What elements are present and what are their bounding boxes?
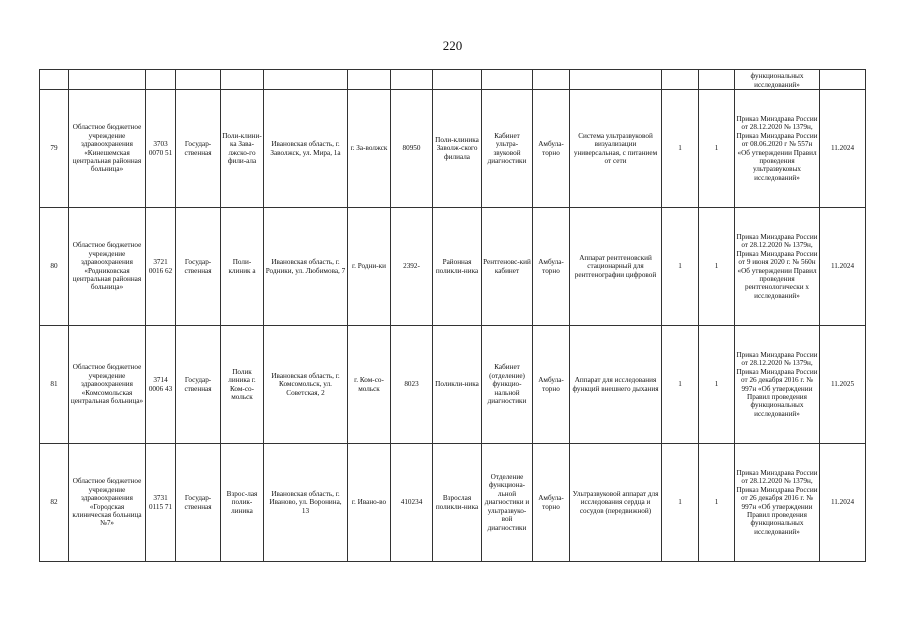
address-cell: Ивановская область, г. Иваново, ул. Воронина, 13 <box>264 444 348 562</box>
unit-cell: Поликли-ника <box>433 326 482 444</box>
row-number: 81 <box>40 326 69 444</box>
ownership-cell: Государ-ственная <box>176 208 221 326</box>
city-cell: г. Ивано-во <box>348 444 391 562</box>
unit-cell: Поли-клиника Заволж-ского филиала <box>433 90 482 208</box>
cabinet-cell: Отделение функциона-льной диагностики и ультразвуко-вой диагностики <box>482 444 533 562</box>
row-number: 80 <box>40 208 69 326</box>
subdivision-cell: Поли-клиник а <box>221 208 264 326</box>
date-cell: 11.2024 <box>820 444 866 562</box>
code-cell: 3721 0016 62 <box>146 208 176 326</box>
count-cell: 1 <box>662 326 699 444</box>
care-type-cell: Амбула-торно <box>533 208 570 326</box>
count-cell: 1 <box>662 90 699 208</box>
page-number: 220 <box>442 38 463 53</box>
date-cell: 11.2025 <box>820 326 866 444</box>
ownership-cell: Государ-ственная <box>176 444 221 562</box>
subdivision-cell: Полик линика г. Ком-со-мольск <box>221 326 264 444</box>
code-cell: 3714 0006 43 <box>146 326 176 444</box>
count-cell: 1 <box>699 208 735 326</box>
organization-cell: Областное бюджетное учреждение здравоохранения «Городская клиническая больница №7» <box>69 444 146 562</box>
code-cell: 3731 0115 71 <box>146 444 176 562</box>
count-cell: 1 <box>662 208 699 326</box>
row-number: 79 <box>40 90 69 208</box>
equipment-cell: Аппарат рентгеновский стационарный для рентгенографии цифровой <box>570 208 662 326</box>
address-cell: Ивановская область, г. Заволжск, ул. Мира, 1а <box>264 90 348 208</box>
city-cell: г. Ком-со-мольск <box>348 326 391 444</box>
city-cell: г. За-волжск <box>348 90 391 208</box>
ownership-cell: Государ-ственная <box>176 326 221 444</box>
care-type-cell: Амбула-торно <box>533 90 570 208</box>
zip-cell: 410234 <box>391 444 433 562</box>
cabinet-cell: Рентгеновс-кий кабинет <box>482 208 533 326</box>
basis-cell: Приказ Минздрава России от 28.12.2020 № 1379н, Приказ Минздрава России от 9 июня 2020 г. № 560н «Об утверждении Правил проведения рентгенологически х исследований» <box>735 208 820 326</box>
address-cell: Ивановская область, г. Комсомольск, ул. Советская, 2 <box>264 326 348 444</box>
count-cell: 1 <box>662 444 699 562</box>
basis-cell: Приказ Минздрава России от 28.12.2020 № 1379н, Приказ Минздрава России от 08.06.2020 г № 557н «Об утверждении Правил проведения ультразвуковых исследований» <box>735 90 820 208</box>
unit-cell: Районная поликли-ника <box>433 208 482 326</box>
equipment-cell: Аппарат для исследования функций внешнего дыхания <box>570 326 662 444</box>
ownership-cell: Государ-ственная <box>176 90 221 208</box>
unit-cell: Взрослая поликли-ника <box>433 444 482 562</box>
basis-cell: Приказ Минздрава России от 28.12.2020 № 1379н, Приказ Минздрава России от 26 декабря 2016 г. № 997н «Об утверждении Правил проведения функциональных исследований» <box>735 444 820 562</box>
table-row-continuation <box>40 70 866 90</box>
zip-cell: 8023 <box>391 326 433 444</box>
care-type-cell: Амбула-торно <box>533 326 570 444</box>
organization-cell: Областное бюджетное учреждение здравоохранения «Комсомольская центральная больница» <box>69 326 146 444</box>
table-row <box>40 444 866 562</box>
zip-cell: 2392- <box>391 208 433 326</box>
city-cell: г. Родни-ки <box>348 208 391 326</box>
equipment-cell: Ультразвуковой аппарат для исследования сердца и сосудов (передвижной) <box>570 444 662 562</box>
equipment-cell: Система ультразвуковой визуализации универсальная, с питанием от сети <box>570 90 662 208</box>
count-cell: 1 <box>699 444 735 562</box>
row-number: 82 <box>40 444 69 562</box>
subdivision-cell: Взрос-лая полик-линика <box>221 444 264 562</box>
basis-cell: Приказ Минздрава России от 28.12.2020 № 1379н, Приказ Минздрава России от 26 декабря 2016 г. № 997н «Об утверждении Правил проведения функциональных исследований» <box>735 326 820 444</box>
date-cell: 11.2024 <box>820 208 866 326</box>
cabinet-cell: Кабинет ультра-звуковой диагностики <box>482 90 533 208</box>
count-cell: 1 <box>699 326 735 444</box>
care-type-cell: Амбула-торно <box>533 444 570 562</box>
basis-cell: функциональных исследований» <box>735 70 820 90</box>
code-cell: 3703 0070 51 <box>146 90 176 208</box>
table-row <box>40 90 866 208</box>
date-cell: 11.2024 <box>820 90 866 208</box>
zip-cell: 80950 <box>391 90 433 208</box>
table-row <box>40 208 866 326</box>
cabinet-cell: Кабинет (отделение) функцио-нальной диагностики <box>482 326 533 444</box>
organization-cell: Областное бюджетное учреждение здравоохранения «Родниковская центральная районная больница» <box>69 208 146 326</box>
table-row <box>40 326 866 444</box>
organization-cell: Областное бюджетное учреждение здравоохранения «Кинешемская центральная районная больница» <box>69 90 146 208</box>
subdivision-cell: Поли-клини-ка Зава-лжско-го фили-ала <box>221 90 264 208</box>
registry-table <box>39 69 866 562</box>
address-cell: Ивановская область, г. Родники, ул. Любимова, 7 <box>264 208 348 326</box>
count-cell: 1 <box>699 90 735 208</box>
